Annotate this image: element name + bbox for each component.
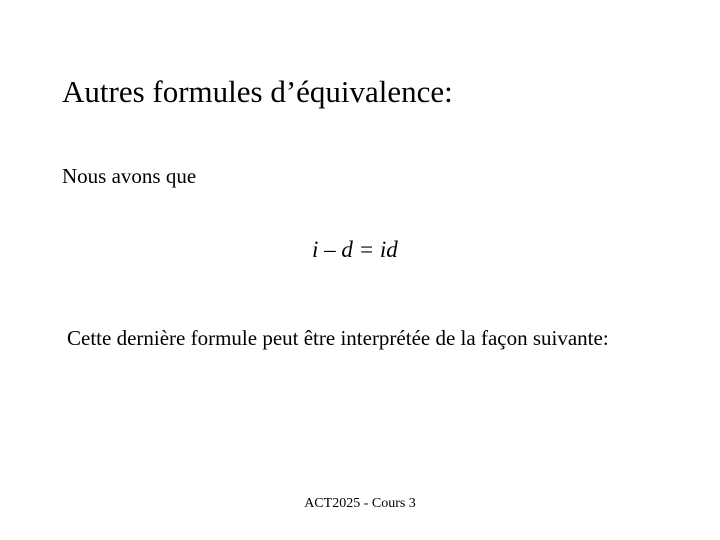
slide-title: Autres formules d’équivalence: [62,74,453,109]
explanation-text: Cette dernière formule peut être interprétée de la façon suivante: [67,326,609,350]
footer-text: ACT2025 - Cours 3 [304,496,416,511]
formula: i – d = id [312,237,398,262]
intro-text: Nous avons que [62,164,197,188]
slide-footer [0,494,720,514]
